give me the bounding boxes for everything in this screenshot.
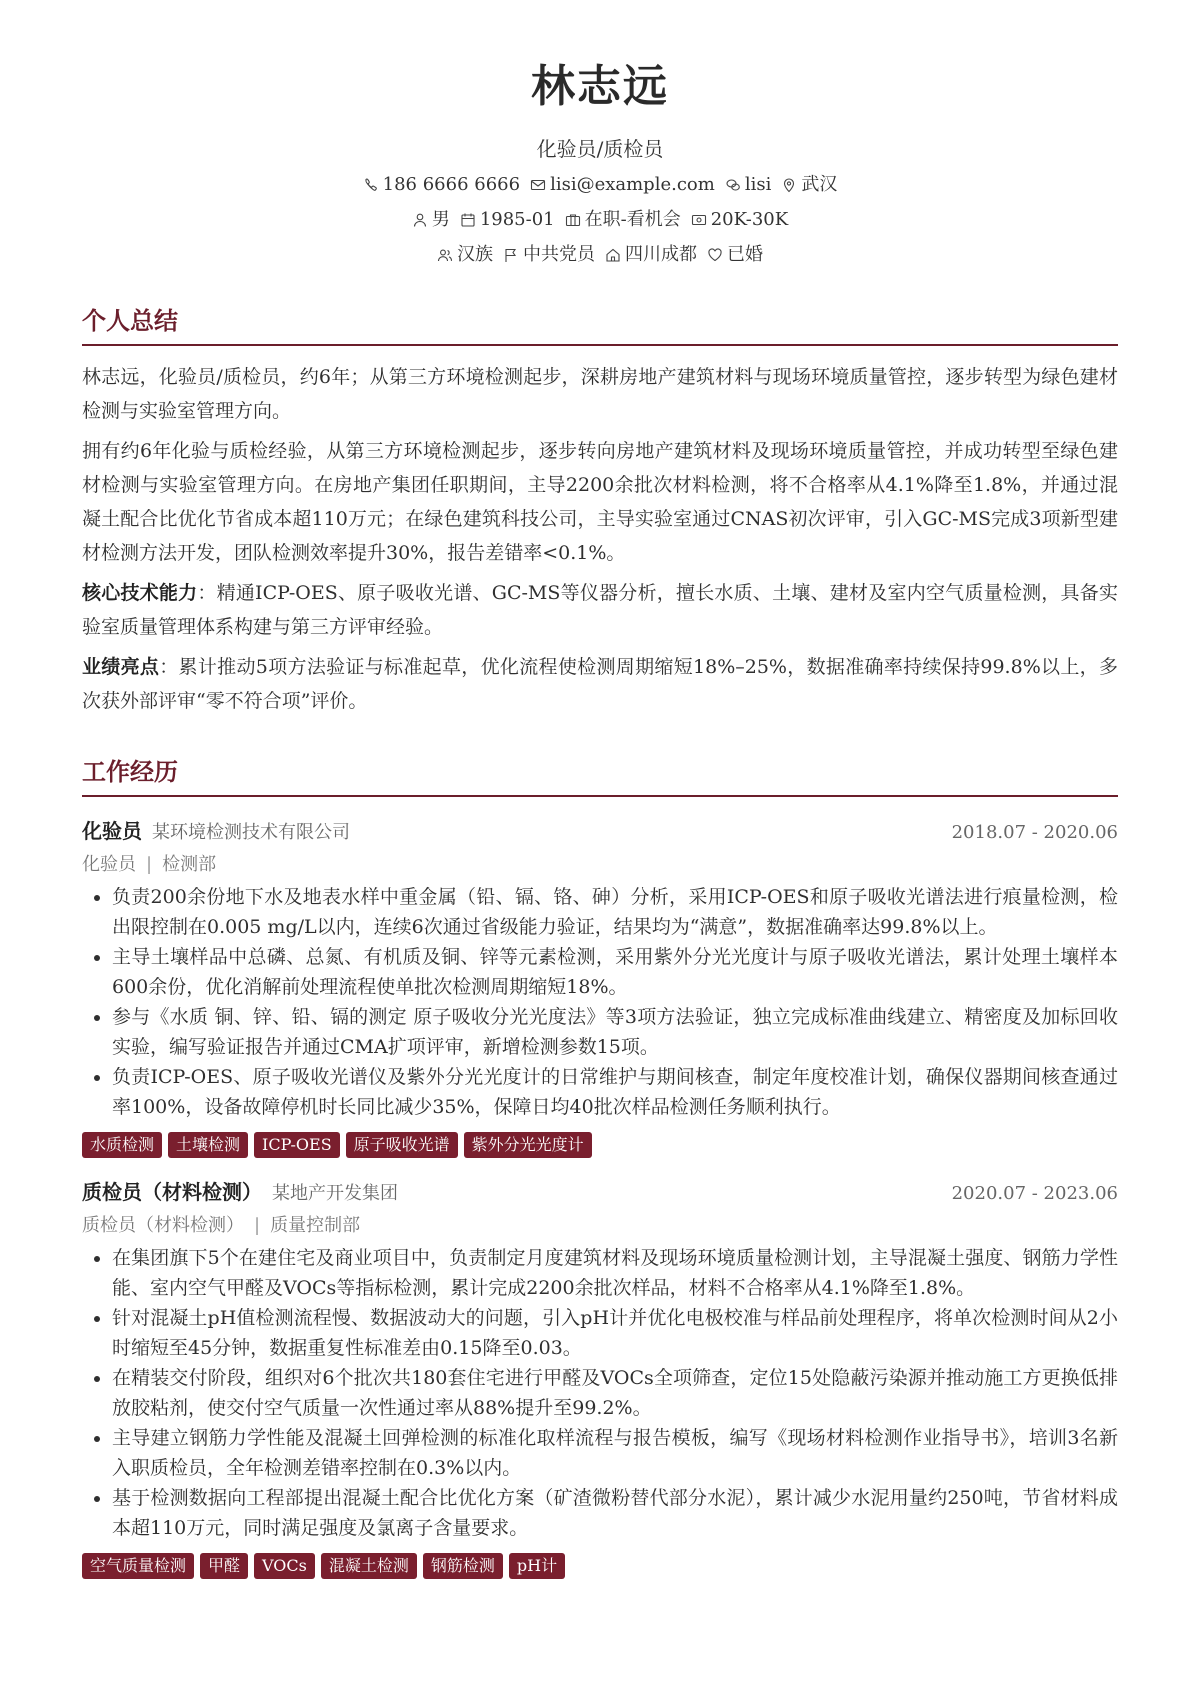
experience-section (82, 752, 1118, 1579)
skill-tag: 混凝土检测 (321, 1553, 417, 1579)
contact-row (82, 173, 1118, 197)
summary-highlights (82, 650, 1118, 718)
info-text: lisi@example.com (550, 173, 715, 195)
info-text: 1985-01 (479, 208, 555, 230)
job-department: 质量控制部 (270, 1214, 361, 1236)
job-company: 某地产开发集团 (272, 1182, 398, 1204)
skill-tags (82, 1132, 1118, 1158)
info-text: 汉族 (457, 243, 493, 265)
job-title: 质检员（材料检测） (82, 1179, 262, 1204)
info-item (437, 243, 493, 267)
job-header (82, 1176, 1118, 1205)
skill-tag: pH计 (509, 1553, 565, 1579)
resume-header (82, 0, 1118, 267)
skill-tag: VOCs (254, 1553, 315, 1579)
info-item (530, 173, 715, 197)
job-entry (82, 815, 1118, 1158)
info-item (363, 173, 520, 197)
info-text: 20K-30K (710, 208, 789, 230)
section-title: 工作经历 (82, 752, 1118, 797)
heart-icon (707, 247, 723, 263)
job-subtitle (82, 1211, 1118, 1237)
bullet-item: • 在集团旗下5个在建住宅及商业项目中，负责制定月度建筑材料及现场环境质量检测计划，主导混凝土强度、钢筋力学性能、室内空气甲醛及VOCs等指标检测，累计完成2200余批次样品，材料不合格率从4.1%降至1.8%。 (112, 1243, 1118, 1303)
job-date: 2020.07 - 2023.06 (951, 1182, 1118, 1204)
info-item (503, 243, 595, 267)
briefcase-icon (565, 212, 581, 228)
bullet-item: • 负责200余份地下水及地表水样中重金属（铅、镉、铬、砷）分析，采用ICP-OES和原子吸收光谱法进行痕量检测，检出限控制在0.005 mg/L以内，连续6次通过省级能力验证，结果均为“满意”，数据准确率达99.8%以上。 (112, 882, 1118, 942)
info-item (781, 173, 837, 197)
job-bullets (82, 882, 1118, 1122)
job-title: 化验员 (82, 818, 142, 843)
section-title: 个人总结 (82, 301, 1118, 346)
skill-tag: 水质检测 (82, 1132, 162, 1158)
summary-paragraph: 拥有约6年化验与质检经验，从第三方环境检测起步，逐步转向房地产建筑材料及现场环境质量管控，并成功转型至绿色建材检测与实验室管理方向。在房地产集团任职期间，主导2200余批次材料检测，将不合格率从4.1%降至1.8%，并通过混凝土配合比优化节省成本超110万元；在绿色建筑科技公司，主导实验室通过CNAS初次评审，引入GC-MS完成3项新型建材检测方法开发，团队检测效率提升30%，报告差错率<0.1%。 (82, 439, 1118, 564)
bullet-item: • 参与《水质 铜、锌、铅、镉的测定 原子吸收分光光度法》等3项方法验证，独立完成标准曲线建立、精密度及加标回收实验，编写验证报告并通过CMA扩项评审，新增检测参数15项。 (112, 1002, 1118, 1062)
info-item (565, 208, 681, 232)
bullet-item: • 主导建立钢筋力学性能及混凝土回弹检测的标准化取样流程与报告模板，编写《现场材料检测作业指导书》，培训3名新入职质检员，全年检测差错率控制在0.3%以内。 (112, 1423, 1118, 1483)
skill-tag: 紫外分光光度计 (464, 1132, 592, 1158)
skills-text: ：精通ICP-OES、原子吸收光谱、GC-MS等仪器分析，擅长水质、土壤、建材及室内空气质量检测，具备实验室质量管理体系构建与第三方评审经验。 (82, 581, 1118, 638)
person-icon (412, 212, 428, 228)
separator: | (254, 1214, 261, 1236)
separator: | (146, 853, 153, 875)
skill-tag: 钢筋检测 (423, 1553, 503, 1579)
bullet-item: • 基于检测数据向工程部提出混凝土配合比优化方案（矿渣微粉替代部分水泥），累计减少水泥用量约250吨，节省材料成本超110万元，同时满足强度及氯离子含量要求。 (112, 1483, 1118, 1543)
info-text: 男 (431, 208, 450, 230)
calendar-icon (460, 212, 476, 228)
wechat-icon (725, 177, 741, 193)
candidate-name: 林志远 (531, 61, 669, 112)
summary-paragraph: 林志远，化验员/质检员，约6年；从第三方环境检测起步，深耕房地产建筑材料与现场环境质量管控，逐步转型为绿色建材检测与实验室管理方向。 (82, 365, 1118, 422)
job-header (82, 815, 1118, 844)
job-subtitle (82, 850, 1118, 876)
summary-section (82, 301, 1118, 718)
bullet-item: • 主导土壤样品中总磷、总氮、有机质及铜、锌等元素检测，采用紫外分光光度计与原子吸收光谱法，累计处理土壤样本600余份，优化消解前处理流程使单批次检测周期缩短18%。 (112, 942, 1118, 1002)
bullet-item: • 在精装交付阶段，组织对6个批次共180套住宅进行甲醛及VOCs全项筛查，定位15处隐蔽污染源并推动施工方更换低排放胶粘剂，使交付空气质量一次性通过率从88%提升至99.2%。 (112, 1363, 1118, 1423)
bullet-item: • 负责ICP-OES、原子吸收光谱仪及紫外分光光度计的日常维护与期间核查，制定年度校准计划，确保仪器期间核查通过率100%，设备故障停机时长同比减少35%，保障日均40批次样品检测任务顺利执行。 (112, 1062, 1118, 1122)
info-text: 在职-看机会 (584, 208, 681, 230)
highlights-text: ：累计推动5项方法验证与标准起草，优化流程使检测周期缩短18%–25%，数据准确率持续保持99.8%以上，多次获外部评审“零不符合项”评价。 (82, 655, 1118, 712)
phone-icon (363, 177, 379, 193)
highlights-label: 业绩亮点 (82, 655, 160, 678)
info-item (725, 173, 772, 197)
skill-tag: 甲醛 (200, 1553, 248, 1579)
mail-icon (530, 177, 546, 193)
job-company: 某环境检测技术有限公司 (152, 821, 350, 843)
job-role: 质检员（材料检测） (82, 1214, 244, 1236)
bullet-item: • 针对混凝土pH值检测流程慢、数据波动大的问题，引入pH计并优化电极校准与样品前处理程序，将单次检测时间从2小时缩短至45分钟，数据重复性标准差由0.15降至0.03。 (112, 1303, 1118, 1363)
job-department: 检测部 (162, 853, 217, 875)
info-text: 已婚 (727, 243, 763, 265)
job-bullets (82, 1243, 1118, 1543)
profile-row (82, 208, 1118, 232)
skill-tags (82, 1553, 1118, 1579)
skill-tag: 土壤检测 (168, 1132, 248, 1158)
personal-row (82, 243, 1118, 267)
info-text: 武汉 (801, 173, 838, 195)
info-item (707, 243, 763, 267)
info-text: 186 6666 6666 (382, 173, 521, 195)
location-icon (781, 177, 797, 193)
info-text: 四川成都 (625, 243, 697, 265)
summary-skills (82, 576, 1118, 644)
job-entry (82, 1176, 1118, 1579)
skill-tag: ICP-OES (254, 1132, 340, 1158)
candidate-title: 化验员/质检员 (536, 136, 664, 161)
flag-icon (503, 247, 519, 263)
skill-tag: 原子吸收光谱 (346, 1132, 458, 1158)
job-role: 化验员 (82, 853, 136, 875)
money-icon (691, 212, 707, 228)
people-icon (437, 247, 453, 263)
job-date: 2018.07 - 2020.06 (951, 821, 1118, 843)
info-item (460, 208, 555, 232)
info-item (691, 208, 788, 232)
info-text: lisi (744, 173, 772, 195)
info-item (605, 243, 697, 267)
skills-label: 核心技术能力 (82, 581, 198, 604)
job-list (82, 815, 1118, 1579)
home-icon (605, 247, 621, 263)
info-text: 中共党员 (523, 243, 595, 265)
skill-tag: 空气质量检测 (82, 1553, 194, 1579)
info-item (412, 208, 450, 232)
